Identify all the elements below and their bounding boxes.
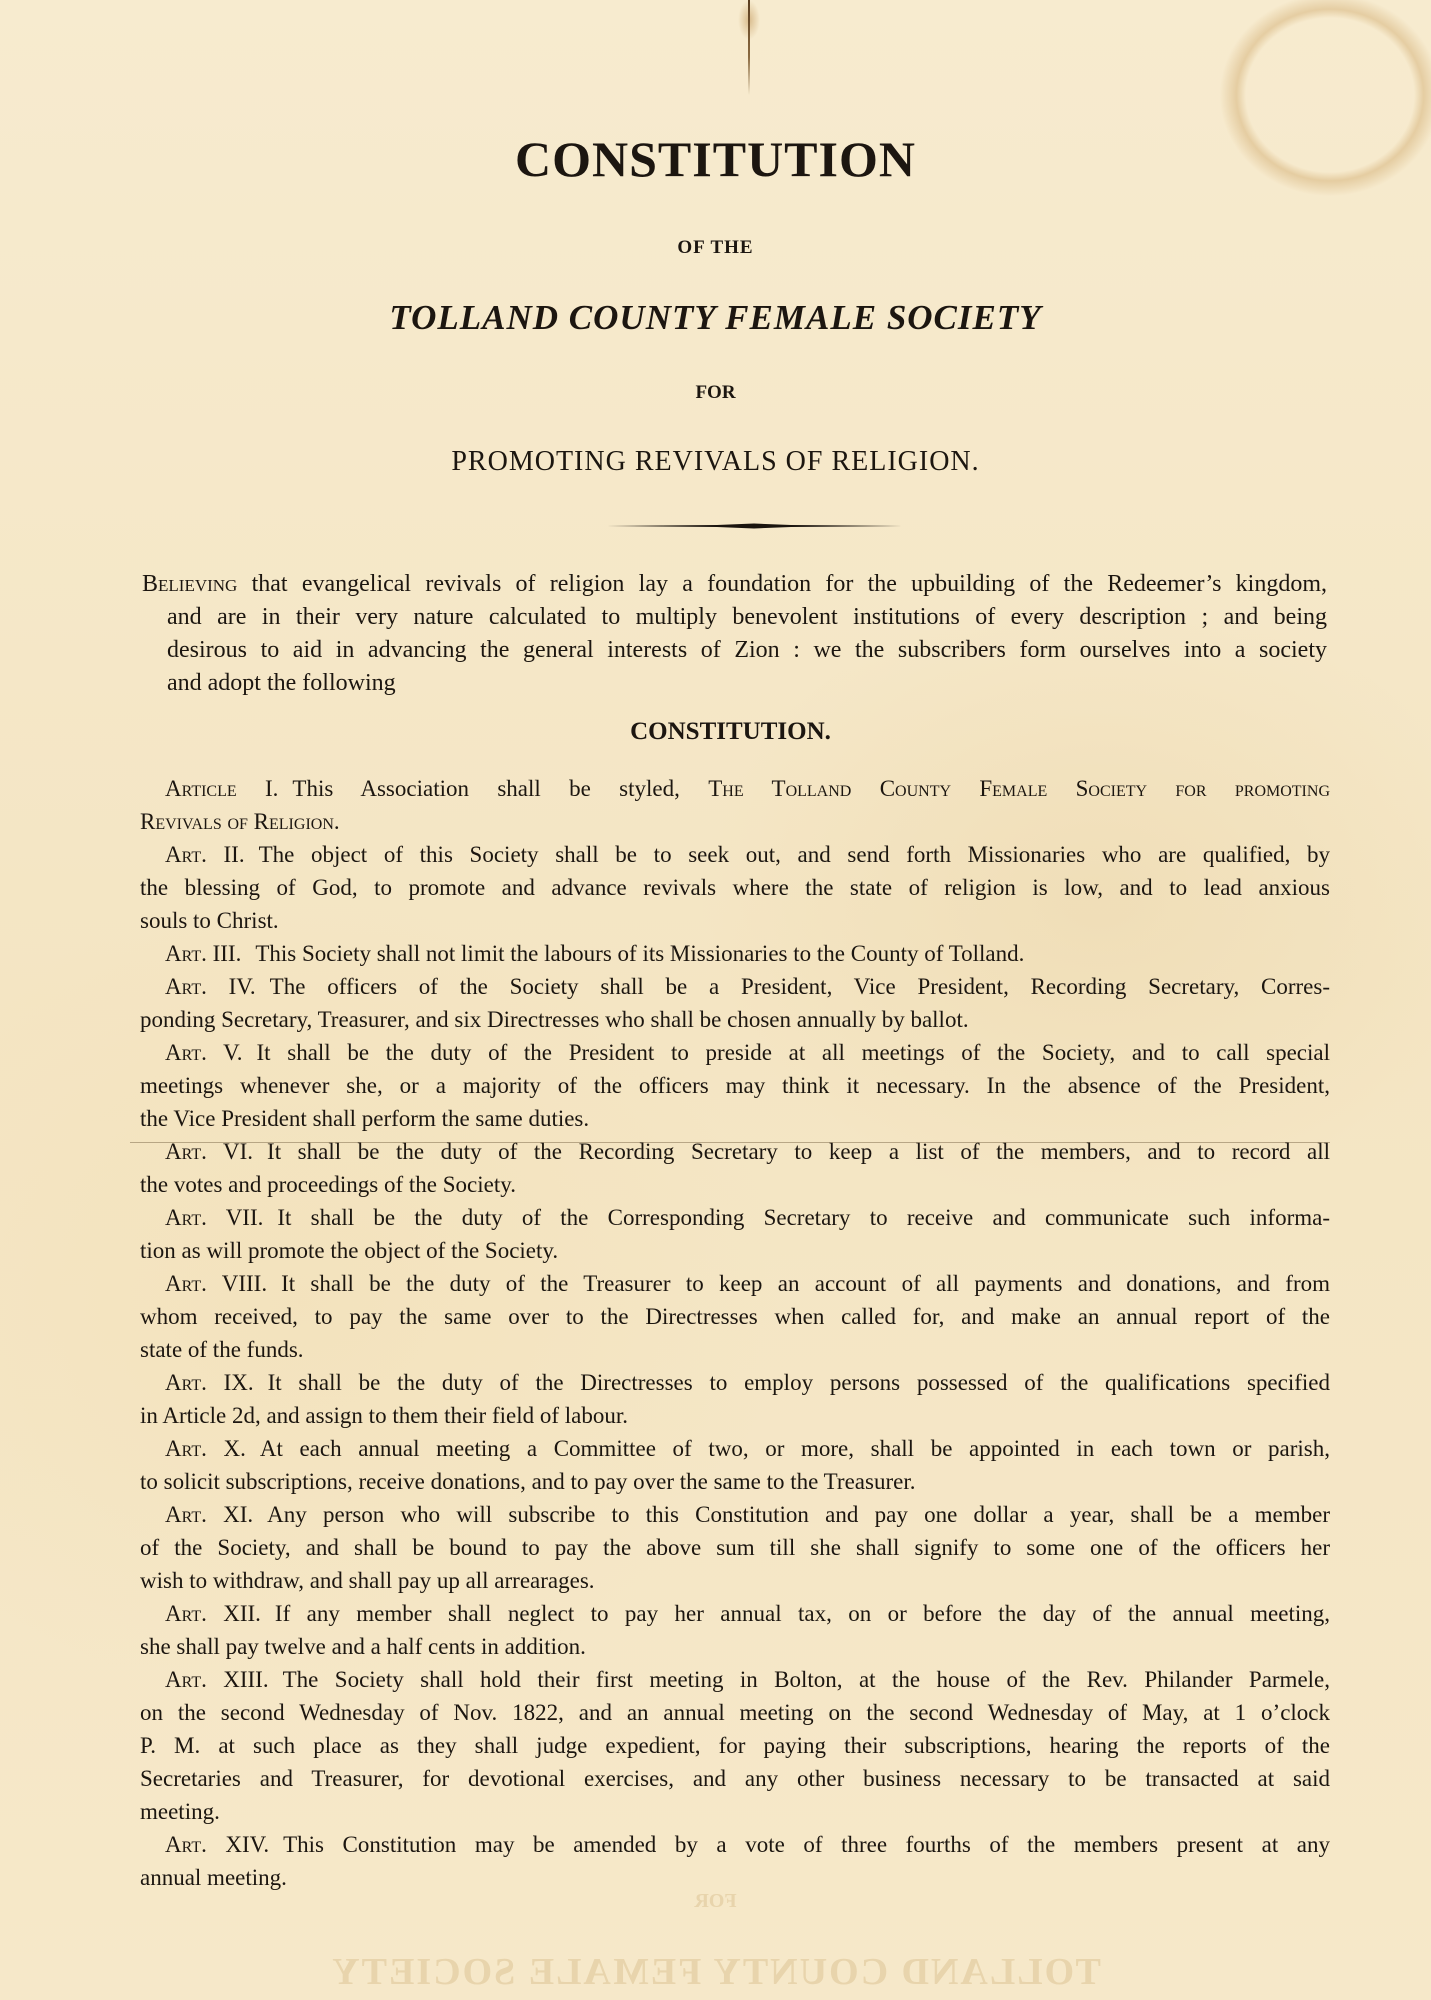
article-line — [140, 1663, 1330, 1696]
article-label: Art. VIII. — [165, 1271, 268, 1296]
article-line: the blessing of God, to promote and advance revivals where the state of religion is low, and to lead anxious — [140, 875, 1330, 900]
article-text: At each annual meeting a Committee of two, or more, shall be appointed in each town or parish, — [259, 1436, 1330, 1461]
article-line — [140, 1036, 1330, 1069]
bleedthrough-text-for: FOR — [694, 1890, 737, 1912]
article-line — [140, 970, 1330, 1003]
article — [140, 1267, 1330, 1366]
article-text: The officers of the Society shall be a President, Vice President, Recording Secretary, Corres- — [269, 974, 1330, 999]
article-label: Article I. — [165, 776, 279, 801]
bleedthrough-text-society: TOLLAND COUNTY FEMALE SOCIETY — [330, 1951, 1101, 1993]
article — [140, 1201, 1330, 1267]
articles-list — [140, 772, 1330, 1894]
article-line: of the Society, and shall be bound to pay the above sum till she shall signify to some one of the officers her — [140, 1535, 1330, 1560]
article-line: tion as will promote the object of the Society. — [140, 1238, 559, 1263]
society-purpose: PROMOTING REVIVALS OF RELIGION. — [451, 446, 980, 477]
article-text: It shall be the duty of the President to preside at all meetings of the Society, and to call special — [256, 1040, 1331, 1065]
vertical-fold-crease — [748, 0, 750, 95]
article-line — [140, 1597, 1330, 1630]
article-line: meeting. — [140, 1799, 220, 1824]
article — [140, 1828, 1330, 1894]
preamble-line: and are in their very nature calculated to multiply benevolent institutions of every description ; and being — [167, 604, 1327, 630]
article-line: ponding Secretary, Treasurer, and six Directresses who shall be chosen annually by ballot. — [140, 1007, 969, 1032]
preamble-text: that evangelical revivals of religion lay a foundation for the upbuilding of the Redeemer’s kingdom, — [251, 571, 1328, 597]
article-line — [140, 1135, 1330, 1168]
article-line — [140, 1366, 1330, 1399]
article-line: in Article 2d, and assign to them their field of labour. — [140, 1403, 629, 1428]
article-line: she shall pay twelve and a half cents in addition. — [140, 1634, 586, 1659]
preamble-line: desirous to aid in advancing the general interests of Zion : we the subscribers form ourselves into a society — [167, 637, 1327, 663]
article-line — [140, 1498, 1330, 1531]
article-line: the votes and proceedings of the Society. — [140, 1172, 516, 1197]
article-label: Art. X. — [165, 1436, 246, 1461]
article-text: Any person who will subscribe to this Constitution and pay one dollar a year, shall be a member — [267, 1502, 1330, 1527]
article-label: Art. XIII. — [165, 1667, 269, 1692]
article-line: the Vice President shall perform the same duties. — [140, 1106, 590, 1131]
article-text: The object of this Society shall be to seek out, and send forth Missionaries who are qualified, by — [258, 842, 1330, 867]
article-label: Art. XIV. — [165, 1832, 270, 1857]
society-name: TOLLAND COUNTY FEMALE SOCIETY — [389, 298, 1042, 337]
article — [140, 838, 1330, 937]
subtitle-for: FOR — [695, 382, 736, 403]
article — [140, 937, 1330, 970]
preamble-line — [142, 568, 1327, 601]
article-line — [140, 937, 1330, 970]
article — [140, 772, 1330, 838]
article-text: It shall be the duty of the Corresponding Secretary to receive and communicate such informa- — [277, 1205, 1330, 1230]
article-line — [140, 1828, 1330, 1861]
article-label: Art. XII. — [165, 1601, 261, 1626]
article-text: It shall be the duty of the Directresses to employ persons possessed of the qualifications specified — [267, 1370, 1330, 1395]
article-line — [140, 1201, 1330, 1234]
article-line — [140, 1432, 1330, 1465]
article-text: It shall be the duty of the Treasurer to keep an account of all payments and donations, and from — [281, 1271, 1330, 1296]
article-line — [140, 838, 1330, 871]
article-line: annual meeting. — [140, 1865, 287, 1890]
preamble-lead-word: Believing — [142, 571, 238, 597]
ornamental-rule — [607, 522, 902, 526]
article — [140, 1036, 1330, 1135]
article-label: Art. II. — [165, 842, 245, 867]
article — [140, 1432, 1330, 1498]
article-text: It shall be the duty of the Recording Secretary to keep a list of the members, and to record all — [267, 1139, 1331, 1164]
article — [140, 970, 1330, 1036]
subtitle-of-the: OF THE — [677, 237, 754, 258]
page-title: CONSTITUTION — [515, 131, 916, 187]
article-line — [140, 1267, 1330, 1300]
article-line: meetings whenever she, or a majority of the officers may think it necessary. In the absence of the President, — [140, 1073, 1330, 1098]
article-text: If any member shall neglect to pay her annual tax, on or before the day of the annual meeting, — [274, 1601, 1330, 1626]
article-text: This Constitution may be amended by a vote of three fourths of the members present at any — [283, 1832, 1330, 1857]
article-text: The Society shall hold their first meeting in Bolton, at the house of the Rev. Philander Parmele, — [282, 1667, 1331, 1692]
preamble-line: and adopt the following — [167, 670, 396, 696]
article-label: Art. IV. — [165, 974, 256, 999]
article-line: on the second Wednesday of Nov. 1822, and an annual meeting on the second Wednesday of May, at 1 o’clock — [140, 1700, 1330, 1725]
article-line: state of the funds. — [140, 1337, 304, 1362]
article-line: Secretaries and Treasurer, for devotional exercises, and any other business necessary to be transacted at said — [140, 1766, 1330, 1791]
section-heading: CONSTITUTION. — [630, 718, 831, 745]
article-text: This Society shall not limit the labours of its Missionaries to the County of Tolland. — [255, 941, 1025, 966]
article — [140, 1597, 1330, 1663]
article-label: Art. III. — [165, 941, 242, 966]
article-label: Art. VII. — [165, 1205, 264, 1230]
article-line — [140, 772, 1330, 805]
article-label: Art. V. — [165, 1040, 243, 1065]
article-line: wish to withdraw, and shall pay up all arrearages. — [140, 1568, 595, 1593]
article-line: to solicit subscriptions, receive donations, and to pay over the same to the Treasurer. — [140, 1469, 916, 1494]
article-text: This Association shall be styled, — [292, 776, 680, 801]
article — [140, 1663, 1330, 1828]
article-line: souls to Christ. — [140, 908, 279, 933]
article-society-name: The Tolland County Female Society for promoting — [708, 776, 1330, 801]
article — [140, 1135, 1330, 1201]
preamble — [142, 568, 1327, 700]
article-line: Revivals of Religion. — [140, 809, 340, 834]
ornamental-rule-icon — [607, 522, 902, 530]
article-line: whom received, to pay the same over to the Directresses when called for, and make an annual report of the — [140, 1304, 1330, 1329]
article — [140, 1366, 1330, 1432]
article-label: Art. IX. — [165, 1370, 254, 1395]
article-label: Art. XI. — [165, 1502, 254, 1527]
article-line: P. M. at such place as they shall judge expedient, for paying their subscriptions, hearing the reports of the — [140, 1733, 1330, 1758]
article — [140, 1498, 1330, 1597]
article-label: Art. VI. — [165, 1139, 254, 1164]
